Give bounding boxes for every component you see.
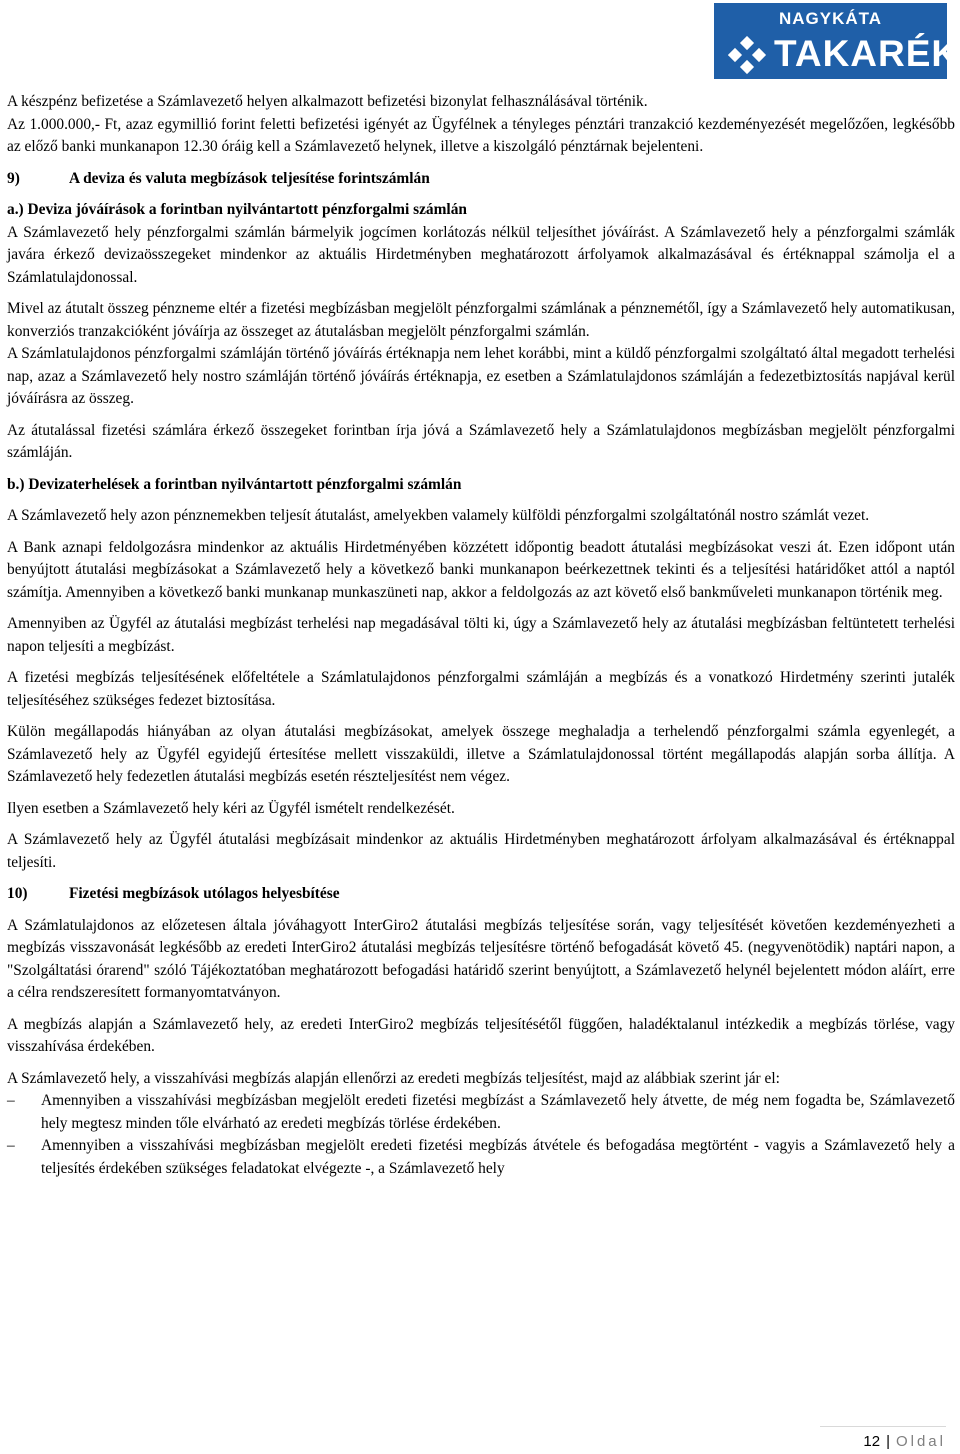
section-heading-10	[7, 883, 955, 906]
bank-logo	[714, 3, 960, 79]
paragraph: A Számlatulajdonos pénzforgalmi számláján történő jóváírás értéknapja nem lehet korábbi, mint a küldő pénzforgalmi szolgáltató által megadott terhelési nap, azaz a Számlavezető hely nostro számláján történő jóváírás értéknapja, ez esetben a Számlatulajdonos számláján a fedezetbiztosítás napjával kerül jóváírásra az összeg.	[7, 345, 955, 407]
section-title: A deviza és valuta megbízások teljesítése forintszámlán	[69, 169, 430, 187]
footer-separator: |	[886, 1433, 890, 1450]
subsection-heading-a: a.) Deviza jóváírások a forintban nyilvántartott pénzforgalmi számlán	[7, 201, 467, 218]
paragraph: A fizetési megbízás teljesítésének előfeltétele a Számlatulajdonos pénzforgalmi számláján a megbízás és a vonatkozó Hirdetmény szerinti jutalék teljesítéséhez szükséges fedezet biztosítása.	[7, 669, 955, 709]
paragraph: Ilyen esetben a Számlavezető hely kéri az Ügyfél ismételt rendelkezését.	[7, 799, 455, 817]
paragraph: Az átutalással fizetési számlára érkező összegeket forintban írja jóvá a Számlavezető hely a Számlatulajdonos megbízásban megjelölt pénzforgalmi számláján.	[7, 421, 955, 461]
paragraph: Amennyiben az Ügyfél az átutalási megbízást terhelési nap megadásával tölti ki, úgy a Számlavezető hely az átutalási megbízásban feltüntetett terhelési napon teljesíti a megbízást.	[7, 615, 955, 655]
section-heading-9	[7, 168, 955, 191]
dash-bullet: –	[7, 1092, 15, 1109]
document-body	[7, 91, 955, 1180]
paragraph: A Számlavezető hely, a visszahívási megbízás alapján ellenőrzi az eredeti megbízás teljesítést, majd az alábbiak szerint jár el:	[7, 1069, 780, 1087]
paragraph: A Bank aznapi feldolgozásra mindenkor az aktuális Hirdetményében közzétett időpontig beadott átutalási megbízásokat veszi át. Ezen időpont után benyújtott átutalási megbízásokat a Számlavezető hely a következő banki munkanapon beérkezettnek tekinti és a teljesítési határidőket attól a naptól számítja. Amennyiben a következő banki munkanap munkaszüneti nap, akkor a feldolgozás az azt követő első bankműveleti munkanapon történik meg.	[7, 538, 955, 601]
list-item	[7, 1090, 955, 1135]
paragraph: A Számlavezető hely azon pénznemekben teljesít átutalást, amelyekben valamely külföldi pénzforgalmi szolgáltatónál nostro számlát vezet.	[7, 507, 870, 524]
list-item-text: Amennyiben a visszahívási megbízásban megjelölt eredeti fizetési megbízást a Számlavezető hely átvette, de még nem fogadta be, Számlavezető hely megtesz minden tőle elvárható az eredeti megbízás törlése érdekében.	[41, 1092, 955, 1132]
section-title: Fizetési megbízások utólagos helyesbítése	[69, 885, 340, 902]
paragraph: A Számlavezető hely az Ügyfél átutalási megbízásait mindenkor az aktuális Hirdetményben meghatározott árfolyam alkalmazásával és értéknappal teljesíti.	[7, 831, 955, 871]
paragraph: A Számlavezető hely pénzforgalmi számlán bármelyik jogcímen korlátozás nélkül teljesíthet jóváírást. A Számlavezető hely a pénzforgalmi számlák javára érkező devizaösszegeket mindenkor az aktuális Hirdetményben meghatározott árfolyamok alkalmazásával és értéknappal számolja el a Számlatulajdonossal.	[7, 223, 955, 286]
section-number: 9)	[7, 169, 20, 187]
logo-line1: NAGYKÁTA	[778, 9, 883, 28]
subsection-heading-b: b.) Devizaterhelések a forintban nyilvántartott pénzforgalmi számlán	[7, 475, 462, 493]
dash-bullet: –	[7, 1137, 15, 1154]
paragraph: Külön megállapodás hiányában az olyan átutalási megbízásokat, amelyek összege meghaladja a terhelendő pénzforgalmi számla egyenlegét, a Számlavezető hely az Ügyfél egyidejű értesítése mellett visszaküldi, illetve a Számlatulajdonossal történt megállapodás alapján sorba állítja. A Számlavezető hely fedezetlen átutalási megbízás esetén részteljesítést nem végez.	[7, 723, 955, 785]
page-footer	[863, 1433, 946, 1450]
paragraph: A készpénz befizetése a Számlavezető helyen alkalmazott befizetési bizonylat felhasználásával történik.	[7, 93, 648, 110]
paragraph: A Számlatulajdonos az előzetesen általa jóváhagyott InterGiro2 átutalási megbízás teljesítése során, vagy teljesítését követően kezdeményezheti a megbízás visszavonását legkésőbb az eredeti InterGiro2 átutalási megbízás teljesítésre történő befogadását követő 45. (negyvenötödik) naptári napon, a "Szolgáltatási órarend" szóló Tájékoztatóban meghatározott befogadási határidő szerint benyújtott, a Számlavezető helynél bejelentett módon aláírt, erre a célra rendszeresített formanyomtatványon.	[7, 916, 955, 1001]
logo-line2: TAKARÉK	[774, 33, 960, 74]
list-item-text: Amennyiben a visszahívási megbízásban megjelölt eredeti fizetési megbízás átvétele és befogadása megtörtént - vagyis a Számlavezető hely a teljesítés érdekében szükséges feladatokat elvégezte -, a Számlavezető hely	[41, 1137, 955, 1177]
footer-divider	[820, 1426, 946, 1427]
page-number: 12	[863, 1433, 881, 1450]
section-number: 10)	[7, 885, 28, 902]
paragraph: A megbízás alapján a Számlavezető hely, az eredeti InterGiro2 megbízás teljesítésétől függően, haladéktalanul intézkedik a megbízás törlése, vagy visszahívása érdekében.	[7, 1015, 955, 1055]
logo-diamond-icon	[728, 36, 768, 76]
paragraph: Az 1.000.000,- Ft, azaz egymillió forint feletti befizetési igényét az Ügyfélnek a tényleges pénztári tranzakció kezdeményezését megelőzően, legkésőbb az előző banki munkanapon 12.30 óráig kell a Számlavezető helynek, illetve a kiszolgáló pénztárnak bejelenteni.	[7, 115, 955, 155]
paragraph: Mivel az átutalt összeg pénzneme eltér a fizetési megbízásban megjelölt pénzforgalmi számlának a pénznemétől, így a Számlavezető hely automatikusan, konverziós tranzakcióként jóváírja az összeget az átutalásban megjelölt pénzforgalmi számlán.	[7, 300, 955, 340]
page-label: Oldal	[895, 1433, 946, 1450]
list-item	[7, 1135, 955, 1180]
